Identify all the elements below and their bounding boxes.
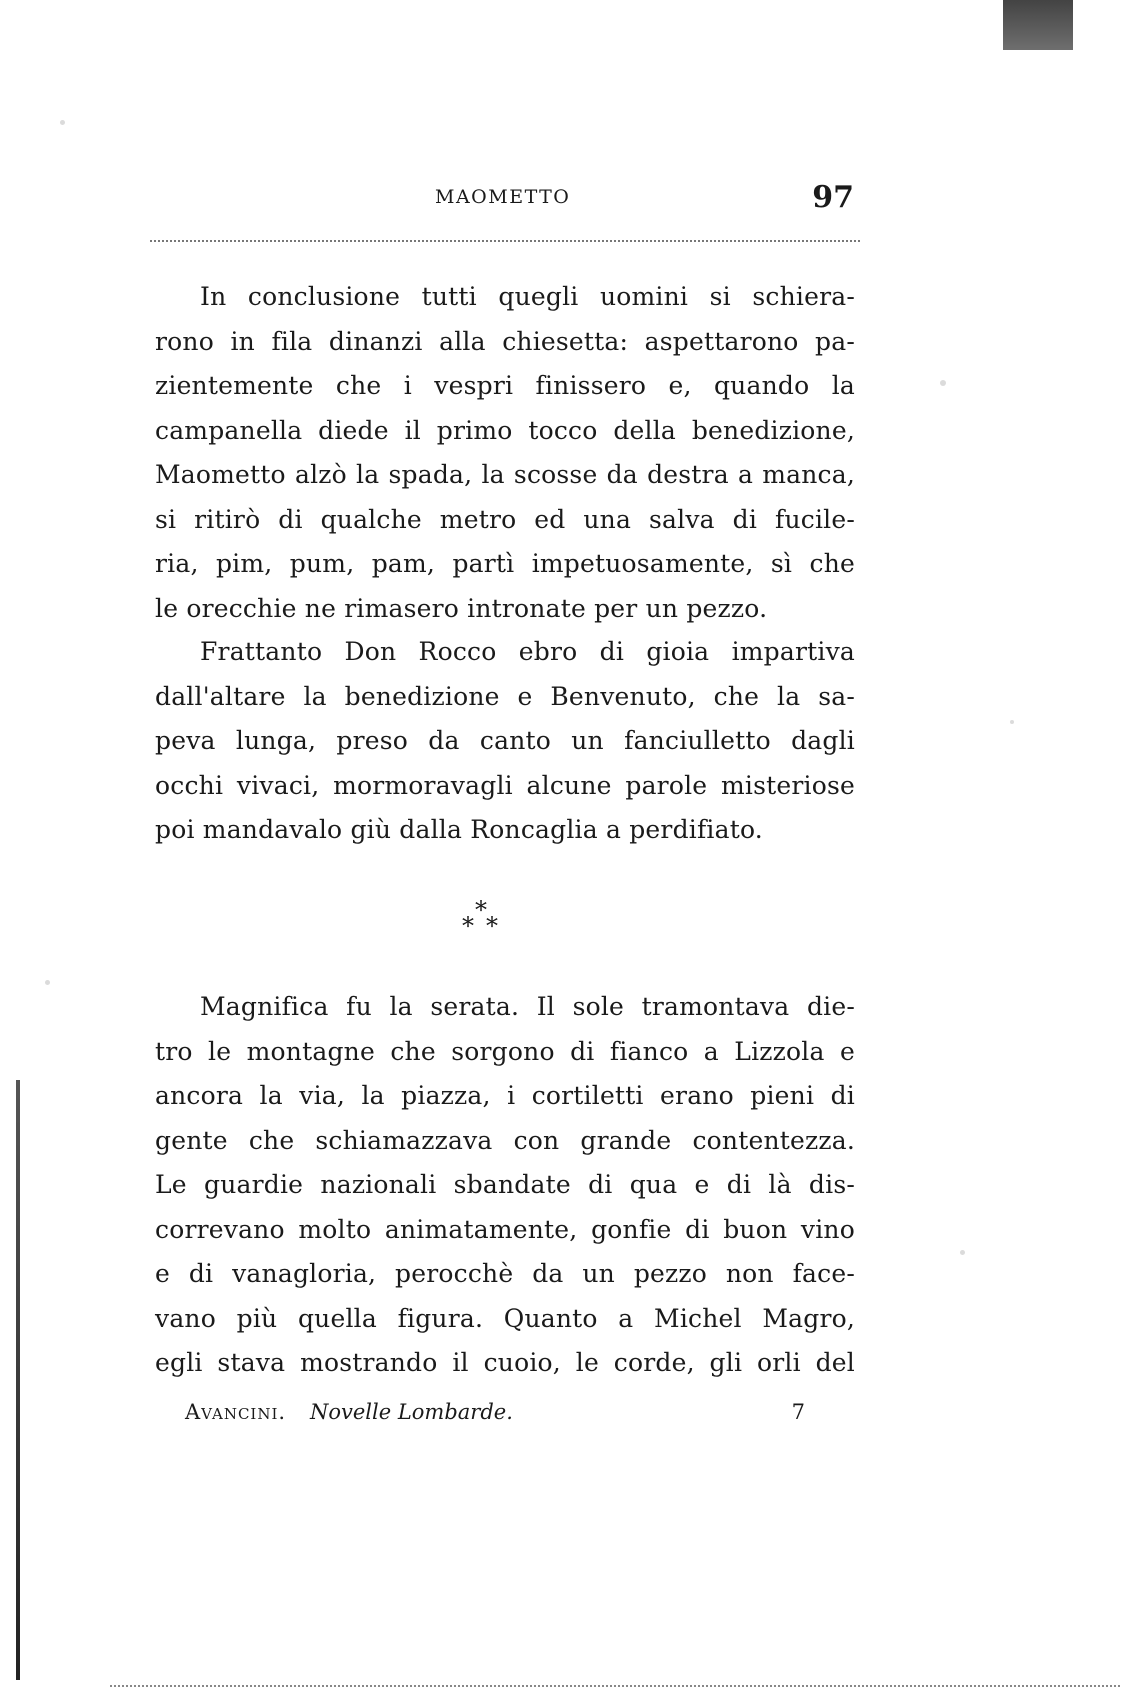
paragraph-3 [155, 985, 855, 1386]
text-line: egli stava mostrando il cuoio, le corde, gli orli del [155, 1348, 855, 1377]
page-number: 97 [812, 180, 854, 215]
text-line: Le guardie nazionali sbandate di qua e di là dis- [155, 1170, 855, 1199]
text-line: e di vanagloria, perocchè da un pezzo non face- [155, 1259, 855, 1288]
text-line: ria, pim, pum, pam, partì impetuosamente, sì che [155, 549, 855, 578]
text-line: le orecchie ne rimasero intronate per un pezzo. [155, 593, 768, 623]
running-title: MAOMETTO [435, 186, 571, 208]
scan-speckle [45, 980, 50, 985]
text-line: rono in fila dinanzi alla chiesetta: aspettarono pa- [155, 326, 855, 356]
printer-signature [185, 1400, 825, 1430]
running-header [150, 180, 860, 220]
text-line: poi mandavalo giù dalla Roncaglia a perdifiato. [155, 815, 763, 844]
paragraph-1 [155, 275, 855, 631]
separator-star: * [462, 912, 474, 940]
text-line: ancora la via, la piazza, i cortiletti erano pieni di [155, 1081, 855, 1110]
text-line: si ritirò di qualche metro ed una salva di fucile- [155, 504, 855, 534]
text-line: Maometto alzò la spada, la scosse da destra a manca, [155, 460, 855, 489]
text-line: dall'altare la benedizione e Benvenuto, che la sa- [155, 681, 855, 711]
scan-speckle [1010, 720, 1014, 724]
section-separator [455, 898, 515, 938]
separator-star: * [475, 896, 487, 924]
scan-left-edge [16, 1080, 20, 1680]
text-line: Magnifica fu la serata. Il sole tramontava die- [200, 992, 855, 1021]
text-line: occhi vivaci, mormoravagli alcune parole misteriose [155, 770, 855, 800]
text-line: correvano molto animatamente, gonfie di buon vino [155, 1214, 855, 1244]
text-line: In conclusione tutti quegli uomini si schiera- [200, 282, 855, 311]
scan-bottom-edge [110, 1685, 1120, 1687]
text-line: tro le montagne che sorgono di fianco a Lizzola e [155, 1036, 855, 1066]
separator-star: * [486, 912, 498, 940]
signature-number: 7 [791, 1400, 805, 1424]
scan-speckle [960, 1250, 965, 1255]
text-line: Frattanto Don Rocco ebro di gioia impartiva [200, 637, 855, 666]
text-line: campanella diede il primo tocco della benedizione, [155, 415, 855, 445]
scan-speckle [60, 120, 65, 125]
text-line: gente che schiamazzava con grande contentezza. [155, 1125, 855, 1155]
scan-corner-blot [1003, 0, 1073, 50]
text-line: vano più quella figura. Quanto a Michel Magro, [155, 1303, 855, 1333]
text-line: zientemente che i vespri finissero e, quando la [155, 371, 855, 400]
text-line: peva lunga, preso da canto un fanciulletto dagli [155, 726, 855, 755]
scan-speckle [940, 380, 946, 386]
paragraph-2 [155, 630, 855, 853]
signature-author: Avancini. [185, 1400, 287, 1424]
signature-title: Novelle Lombarde. [310, 1400, 513, 1424]
header-rule [150, 240, 860, 242]
